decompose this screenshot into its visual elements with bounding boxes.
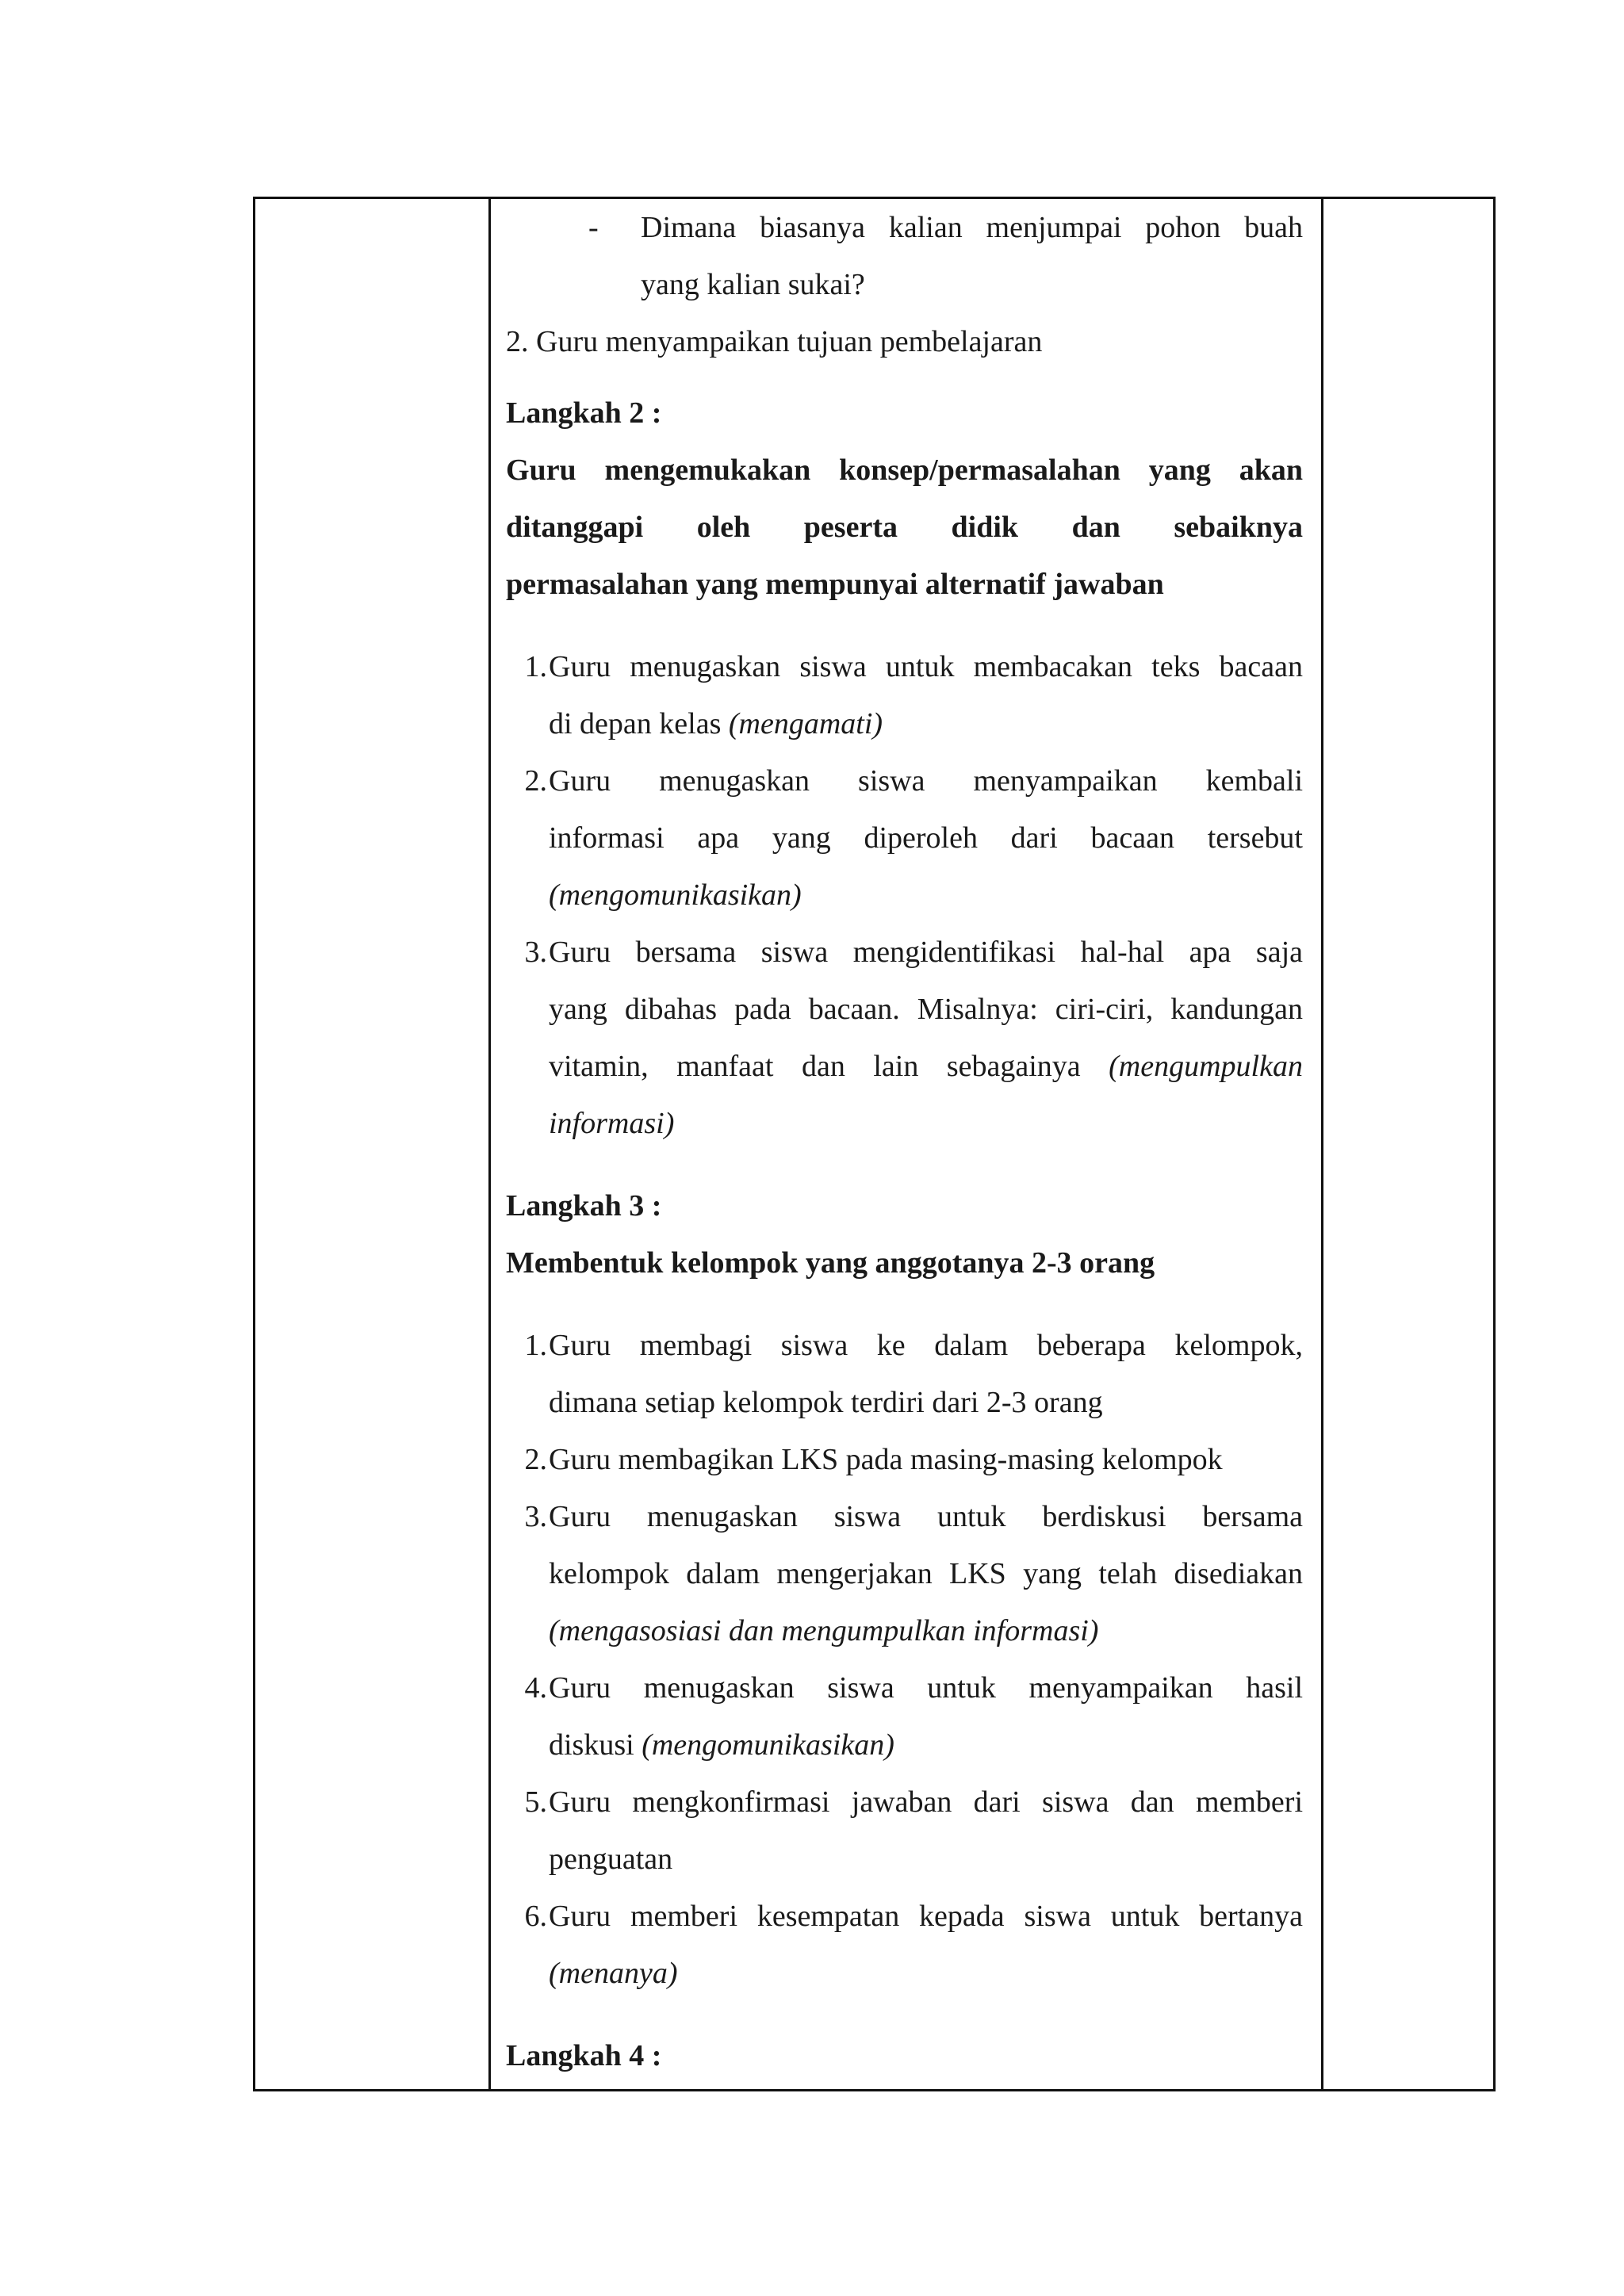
step-2-title-line-1: Guru mengemukakan konsep/permasalahan yang akan [506, 453, 1303, 487]
step-2-heading: Langkah 2 : [506, 396, 662, 430]
step-3-item-3: 3. Guru menugaskan siswa untuk berdiskusi bersama [506, 1488, 1303, 1545]
step-2-item-3-line-4: informasi) [549, 1107, 675, 1140]
step-2-title-line-2: ditanggapi oleh peserta didik dan sebaiknya [506, 511, 1303, 544]
list-number: 6. [524, 1900, 547, 1933]
list-number: 3. [524, 936, 547, 969]
step-2-item-1-line-2: di depan kelas (mengamati) [549, 707, 883, 740]
intro-question-line-2: yang kalian sukai? [641, 268, 865, 301]
step-2-item-3: 3. Guru bersama siswa mengidentifikasi hal-hal apa saja [506, 924, 1303, 981]
step-3-title: Membentuk kelompok yang anggotanya 2-3 orang [506, 1246, 1155, 1280]
step-4-heading: Langkah 4 : [506, 2039, 662, 2072]
step-2-title-line-3: permasalahan yang mempunyai alternatif jawaban [506, 568, 1164, 601]
step-3-item-6-line-2: (menanya) [549, 1957, 678, 1990]
list-number: 3. [524, 1500, 547, 1533]
list-number: 1. [524, 1329, 547, 1362]
list-number: 4. [524, 1671, 547, 1705]
list-number: 1. [524, 650, 547, 683]
step-2-item-3-line-2: yang dibahas pada bacaan. Misalnya: ciri-ciri, kandungan [549, 993, 1303, 1026]
intro-question-line-1: - Dimana biasanya kalian menjumpai pohon buah [506, 199, 1303, 256]
step-3-heading: Langkah 3 : [506, 1189, 662, 1223]
step-2-item-2-line-2: informasi apa yang diperoleh dari bacaan tersebut [549, 821, 1303, 855]
step-3-item-3-line-2: kelompok dalam mengerjakan LKS yang telah disediakan [549, 1557, 1303, 1590]
step-2-item-3-line-3: vitamin, manfaat dan lain sebagainya (mengumpulkan [549, 1050, 1303, 1083]
dash-bullet: - [588, 211, 599, 244]
lesson-table [253, 197, 1496, 2091]
list-number: 2. [524, 764, 547, 798]
step-3-item-4: 4. Guru menugaskan siswa untuk menyampaikan hasil [506, 1659, 1303, 1716]
step-3-item-6: 6. Guru memberi kesempatan kepada siswa untuk bertanya [506, 1888, 1303, 1945]
step-3-item-5-line-2: penguatan [549, 1843, 673, 1876]
step-3-item-4-line-2: diskusi (mengomunikasikan) [549, 1728, 894, 1762]
step-3-item-1: 1. Guru membagi siswa ke dalam beberapa kelompok, [506, 1317, 1303, 1374]
step-2-item-2-line-3: (mengomunikasikan) [549, 878, 802, 912]
column-divider-1 [488, 199, 491, 2089]
step-3-item-1-line-2: dimana setiap kelompok terdiri dari 2-3 orang [549, 1386, 1103, 1419]
list-number: 2. [524, 1443, 547, 1476]
step-2-item-2: 2. Guru menugaskan siswa menyampaikan kembali [506, 752, 1303, 809]
intro-item-2: 2. Guru menyampaikan tujuan pembelajaran [506, 325, 1043, 358]
step-3-item-5: 5. Guru mengkonfirmasi jawaban dari siswa dan memberi [506, 1774, 1303, 1831]
column-divider-2 [1321, 199, 1323, 2089]
step-3-item-3-line-3: (mengasosiasi dan mengumpulkan informasi) [549, 1614, 1099, 1647]
step-2-item-1: 1. Guru menugaskan siswa untuk membacakan teks bacaan [506, 638, 1303, 695]
step-3-item-2: 2. Guru membagikan LKS pada masing-masing kelompok [506, 1431, 1303, 1488]
list-number: 5. [524, 1785, 547, 1819]
